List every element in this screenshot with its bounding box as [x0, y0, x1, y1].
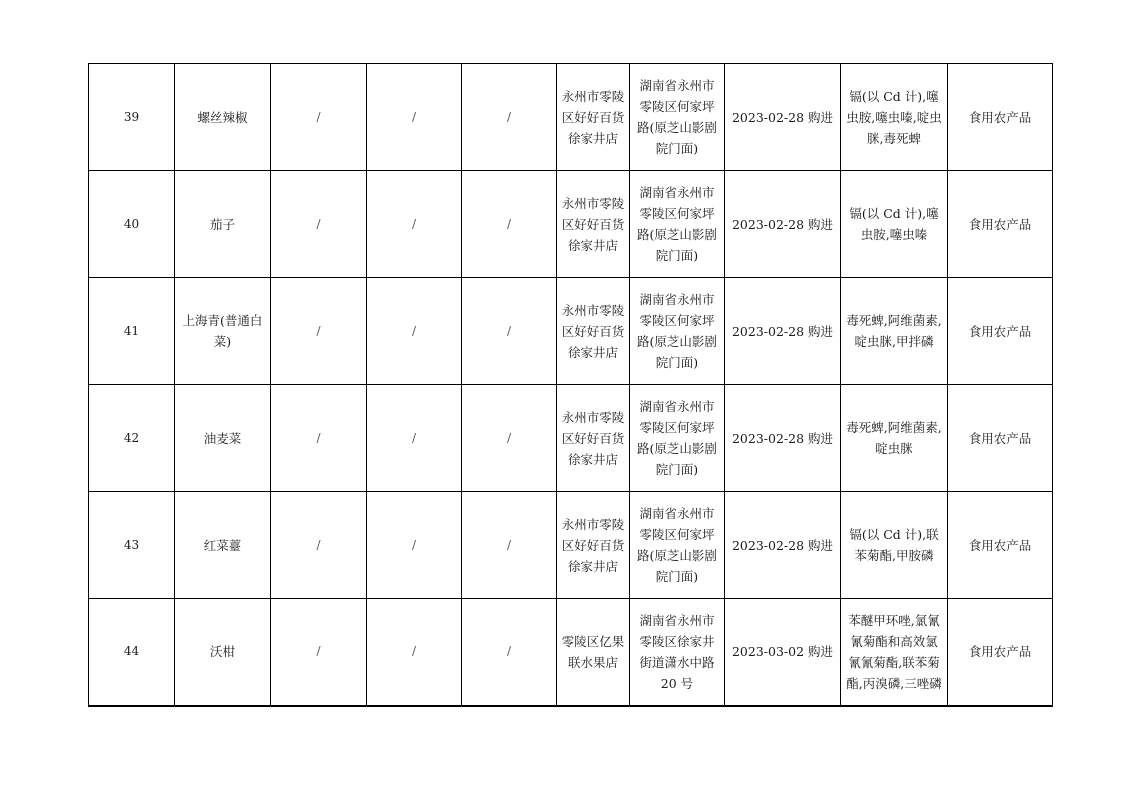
- empty-cell: /: [462, 385, 557, 492]
- product-category: 食用农产品: [948, 64, 1053, 171]
- product-name: 茄子: [175, 171, 271, 278]
- shop-address: 湖南省永州市零陵区何家坪路(原芝山影剧院门面): [630, 492, 725, 599]
- empty-cell: /: [271, 278, 367, 385]
- product-category: 食用农产品: [948, 278, 1053, 385]
- table-body: [89, 64, 1053, 706]
- product-category: 食用农产品: [948, 492, 1053, 599]
- empty-cell: /: [367, 385, 462, 492]
- empty-cell: /: [367, 278, 462, 385]
- shop-name: 永州市零陵区好好百货徐家井店: [557, 385, 630, 492]
- empty-cell: /: [462, 492, 557, 599]
- shop-name: 永州市零陵区好好百货徐家井店: [557, 492, 630, 599]
- empty-cell: /: [271, 171, 367, 278]
- shop-name: 永州市零陵区好好百货徐家井店: [557, 278, 630, 385]
- test-items: 镉(以 Cd 计),噻虫胺,噻虫嗪: [841, 171, 948, 278]
- product-name: 螺丝辣椒: [175, 64, 271, 171]
- row-number: 39: [89, 64, 175, 171]
- product-name: 上海青(普通白菜): [175, 278, 271, 385]
- empty-cell: /: [462, 171, 557, 278]
- shop-address: 湖南省永州市零陵区何家坪路(原芝山影剧院门面): [630, 385, 725, 492]
- inspection-results-table: [88, 63, 1053, 707]
- empty-cell: /: [462, 599, 557, 706]
- table-row: [89, 278, 1053, 385]
- purchase-date: 2023-02-28 购进: [725, 385, 841, 492]
- empty-cell: /: [367, 171, 462, 278]
- purchase-date: 2023-02-28 购进: [725, 171, 841, 278]
- shop-address: 湖南省永州市零陵区徐家井街道潇水中路 20 号: [630, 599, 725, 706]
- test-items: 镉(以 Cd 计),噻虫胺,噻虫嗪,啶虫脒,毒死蜱: [841, 64, 948, 171]
- table-row: [89, 385, 1053, 492]
- empty-cell: /: [367, 492, 462, 599]
- row-number: 40: [89, 171, 175, 278]
- table-row: [89, 492, 1053, 599]
- empty-cell: /: [271, 492, 367, 599]
- shop-address: 湖南省永州市零陵区何家坪路(原芝山影剧院门面): [630, 64, 725, 171]
- row-number: 43: [89, 492, 175, 599]
- shop-name: 永州市零陵区好好百货徐家井店: [557, 171, 630, 278]
- table-row: [89, 599, 1053, 706]
- purchase-date: 2023-02-28 购进: [725, 64, 841, 171]
- test-items: 毒死蜱,阿维菌素,啶虫脒: [841, 385, 948, 492]
- empty-cell: /: [271, 599, 367, 706]
- empty-cell: /: [367, 599, 462, 706]
- shop-name: 永州市零陵区好好百货徐家井店: [557, 64, 630, 171]
- product-name: 沃柑: [175, 599, 271, 706]
- test-items: 镉(以 Cd 计),联苯菊酯,甲胺磷: [841, 492, 948, 599]
- row-number: 42: [89, 385, 175, 492]
- empty-cell: /: [271, 385, 367, 492]
- product-name: 油麦菜: [175, 385, 271, 492]
- test-items: 毒死蜱,阿维菌素,啶虫脒,甲拌磷: [841, 278, 948, 385]
- product-category: 食用农产品: [948, 385, 1053, 492]
- purchase-date: 2023-02-28 购进: [725, 278, 841, 385]
- test-items: 苯醚甲环唑,氯氰氰菊酯和高效氯氰氰菊酯,联苯菊酯,丙溴磷,三唑磷: [841, 599, 948, 706]
- shop-name: 零陵区亿果联水果店: [557, 599, 630, 706]
- empty-cell: /: [462, 278, 557, 385]
- empty-cell: /: [367, 64, 462, 171]
- product-category: 食用农产品: [948, 171, 1053, 278]
- empty-cell: /: [271, 64, 367, 171]
- row-number: 44: [89, 599, 175, 706]
- shop-address: 湖南省永州市零陵区何家坪路(原芝山影剧院门面): [630, 278, 725, 385]
- row-number: 41: [89, 278, 175, 385]
- table-row: [89, 171, 1053, 278]
- shop-address: 湖南省永州市零陵区何家坪路(原芝山影剧院门面): [630, 171, 725, 278]
- table-row: [89, 64, 1053, 171]
- empty-cell: /: [462, 64, 557, 171]
- purchase-date: 2023-03-02 购进: [725, 599, 841, 706]
- purchase-date: 2023-02-28 购进: [725, 492, 841, 599]
- product-category: 食用农产品: [948, 599, 1053, 706]
- product-name: 红菜薹: [175, 492, 271, 599]
